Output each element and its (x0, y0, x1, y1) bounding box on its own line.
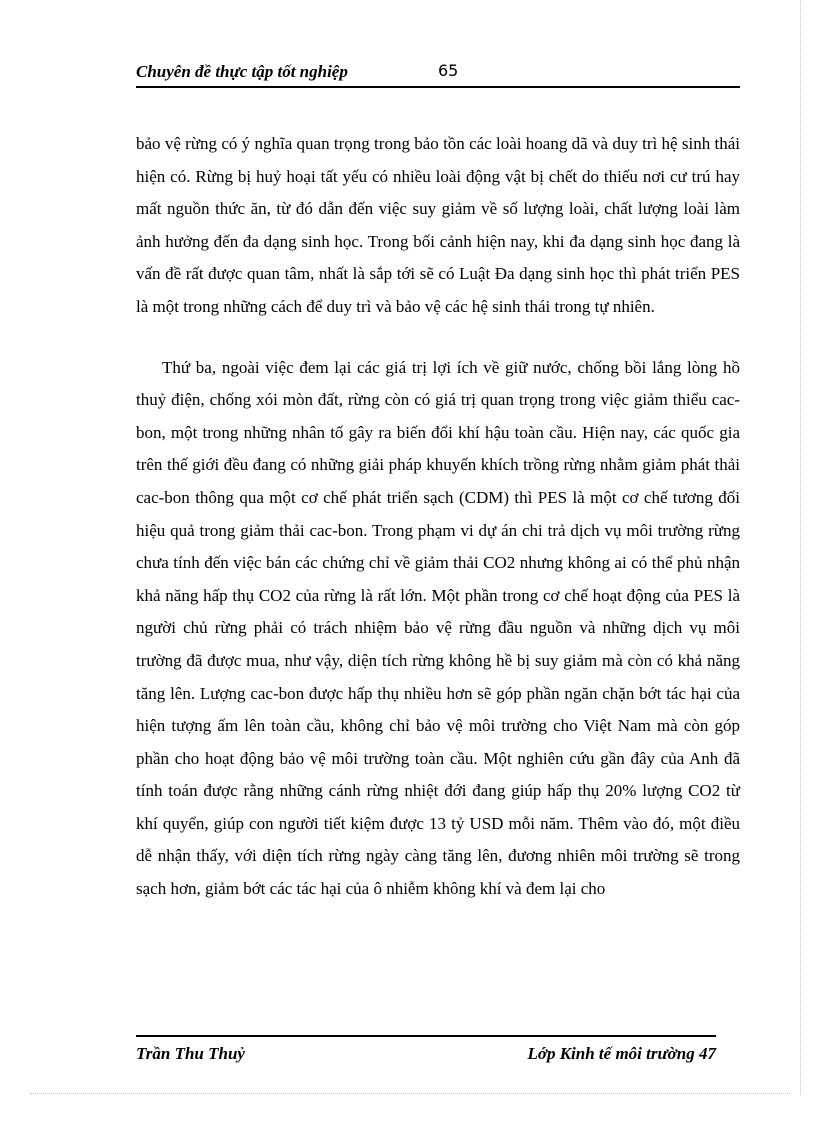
page-header (136, 58, 740, 88)
body-text (136, 128, 740, 906)
paragraph-2: Thứ ba, ngoài việc đem lại các giá trị lợi ích về giữ nước, chống bồi lắng lòng hồ thuỷ điện, chống xói mòn đất, rừng còn có giá trị quan trọng trong việc giảm thiểu cac-bon, một trong những nhân tố gây ra biến đổi khí hậu toàn cầu. Hiện nay, các quốc gia trên thế giới đều đang có những giải pháp khuyến khích trồng rừng nhằm giảm phát thải cac-bon thông qua một cơ chế phát triển sạch (CDM) thì PES là một cơ chế tương đối hiệu quả trong giảm thải cac-bon. Trong phạm vi dự án chi trả dịch vụ môi trường rừng chưa tính đến việc bán các chứng chỉ về giảm thải CO2 nhưng không ai có thể phủ nhận khả năng hấp thụ CO2 của rừng là rất lớn. Một phần trong cơ chế hoạt động của PES là người chủ rừng phải có trách nhiệm bảo vệ rừng đầu nguồn và những dịch vụ môi trường đã được mua, như vậy, diện tích rừng không hề bị suy giảm mà còn có khả năng tăng lên. Lượng cac-bon được hấp thụ nhiều hơn sẽ góp phần ngăn chặn bớt tác hại của hiện tượng ấm lên toàn cầu, không chỉ bảo vệ môi trường cho Việt Nam mà còn góp phần cho hoạt động bảo vệ môi trường toàn cầu. Một nghiên cứu gần đây của Anh đã tính toán được rằng những cánh rừng nhiệt đới đang giúp hấp thụ 20% lượng CO2 từ khí quyển, giúp con người tiết kiệm được 13 tỷ USD mỗi năm. Thêm vào đó, một điều dễ nhận thấy, với diện tích rừng ngày càng tăng lên, đương nhiên môi trường sẽ trong sạch hơn, giảm bớt các tác hại của ô nhiễm không khí và đem lại cho (136, 357, 740, 899)
footer-class-name: Lớp Kinh tế môi trường 47 (527, 1044, 716, 1063)
page-edge-right (800, 0, 801, 1095)
paragraph-1: bảo vệ rừng có ý nghĩa quan trọng trong bảo tồn các loài hoang dã và duy trì hệ sinh thái hiện có. Rừng bị huỷ hoại tất yếu có nhiều loài động vật bị chết do thiếu nơi cư trú hay mất nguồn thức ăn, từ đó dẫn đến việc suy giảm về số lượng loài, chất lượng loài làm ảnh hưởng đến đa dạng sinh học. Trong bối cảnh hiện nay, khi đa dạng sinh học đang là vấn đề rất được quan tâm, nhất là sắp tới sẽ có Luật Đa dạng sinh học thì phát triển PES là một trong những cách để duy trì và bảo vệ các hệ sinh thái trong tự nhiên. (136, 134, 740, 316)
page-number: 65 (438, 61, 459, 80)
page-edge-bottom (30, 1093, 790, 1094)
paragraph-spacer (136, 324, 740, 352)
page-footer (136, 1035, 716, 1067)
footer-author: Trần Thu Thuỷ (136, 1044, 245, 1063)
header-title: Chuyên đề thực tập tốt nghiệp (136, 62, 348, 81)
